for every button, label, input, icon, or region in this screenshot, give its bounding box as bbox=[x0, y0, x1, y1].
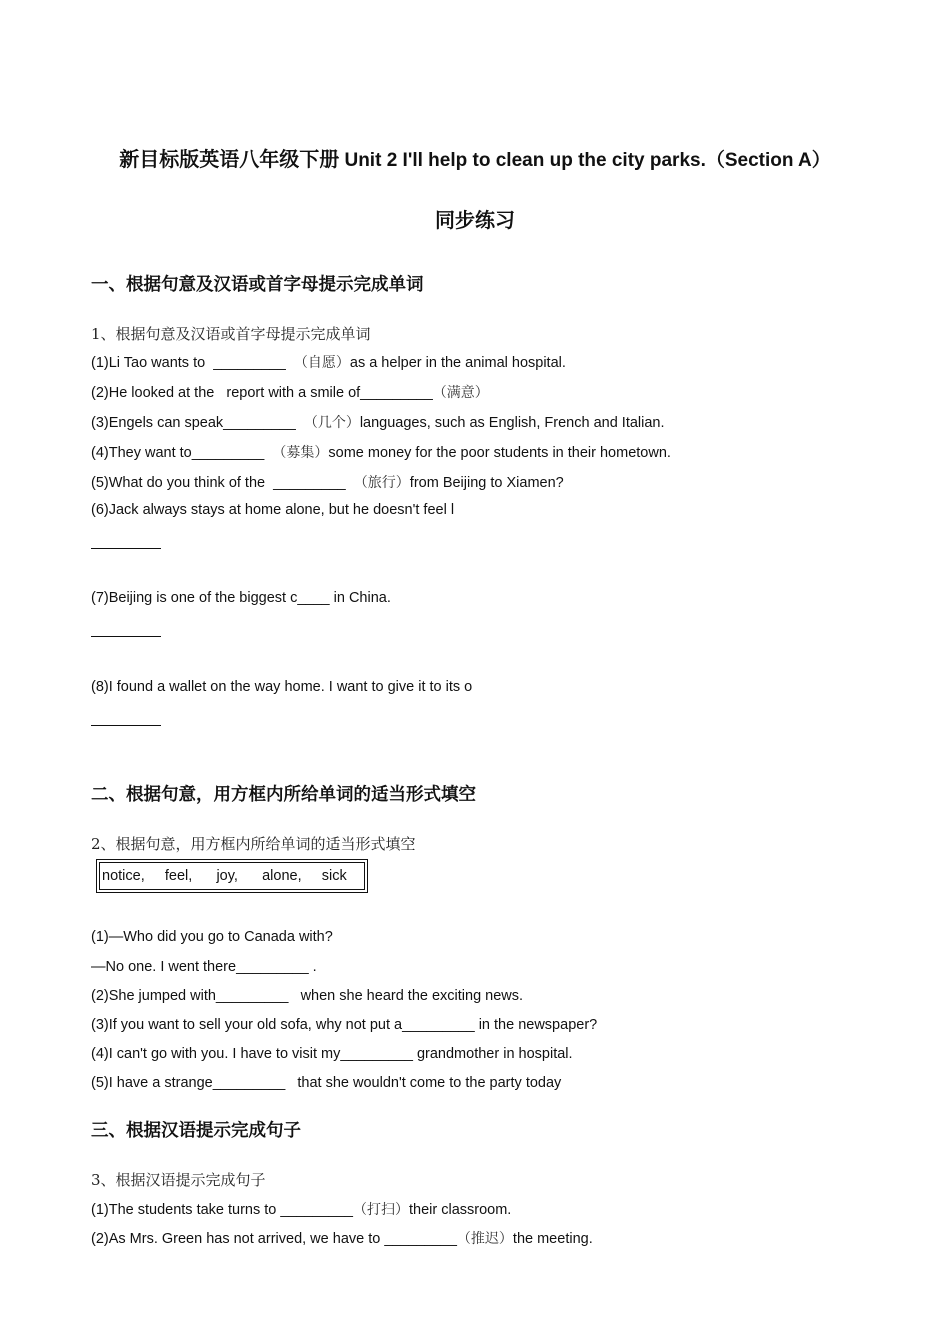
document-title-line1 bbox=[0, 143, 950, 172]
title-english: Unit 2 I'll help to clean up the city parks.（Section A） bbox=[339, 150, 831, 171]
answer-blank-8 bbox=[91, 725, 161, 726]
word-box bbox=[96, 859, 368, 893]
answer-blank-7 bbox=[91, 636, 161, 637]
section-3-heading: 三、根据汉语提示完成句子 bbox=[91, 1121, 301, 1141]
s2-item-1: (1)—Who did you go to Canada with? bbox=[91, 929, 333, 945]
title-chinese: 新目标版英语八年级下册 bbox=[119, 147, 340, 171]
s2-item-4: (4)I can't go with you. I have to visit my_________ grandmother in hospital. bbox=[91, 1046, 573, 1062]
s1-item-4: (4)They want to_________ （募集）some money for the poor students in their hometown. bbox=[91, 445, 671, 461]
s1-item-6: (6)Jack always stays at home alone, but he doesn't feel l bbox=[91, 502, 455, 518]
s1-item-5: (5)What do you think of the _________ （旅行）from Beijing to Xiamen? bbox=[91, 475, 564, 491]
section-2-heading: 二、根据句意，用方框内所给单词的适当形式填空 bbox=[91, 785, 476, 805]
s2-item-2: (2)She jumped with_________ when she heard the exciting news. bbox=[91, 988, 524, 1004]
s3-item-2: (2)As Mrs. Green has not arrived, we have to _________（推迟）the meeting. bbox=[91, 1231, 593, 1247]
word-box-words: notice, feel, joy, alone, sick bbox=[99, 862, 365, 890]
s1-item-2: (2)He looked at the report with a smile of_________（满意） bbox=[91, 385, 489, 401]
section-1-heading: 一、根据句意及汉语或首字母提示完成单词 bbox=[91, 275, 424, 295]
question-2-heading: 2、根据句意，用方框内所给单词的适当形式填空 bbox=[91, 835, 416, 853]
s3-item-1: (1)The students take turns to _________（打扫）their classroom. bbox=[91, 1202, 512, 1218]
s1-item-7: (7)Beijing is one of the biggest c____ in China. bbox=[91, 590, 391, 606]
s2-item-5: (5)I have a strange_________ that she wouldn't come to the party today bbox=[91, 1075, 562, 1091]
s1-item-3: (3)Engels can speak_________ （几个）languages, such as English, French and Italian. bbox=[91, 415, 665, 431]
document-title-line2: 同步练习 bbox=[435, 208, 515, 232]
s2-item-1-answer: —No one. I went there_________ . bbox=[91, 959, 317, 975]
answer-blank-6 bbox=[91, 548, 161, 549]
question-1-heading: 1、根据句意及汉语或首字母提示完成单词 bbox=[91, 325, 371, 343]
s2-item-3: (3)If you want to sell your old sofa, why not put a_________ in the newspaper? bbox=[91, 1017, 598, 1033]
s1-item-1: (1)Li Tao wants to _________ （自愿）as a helper in the animal hospital. bbox=[91, 355, 566, 371]
question-3-heading: 3、根据汉语提示完成句子 bbox=[91, 1171, 266, 1189]
s1-item-8: (8)I found a wallet on the way home. I want to give it to its o bbox=[91, 679, 473, 695]
